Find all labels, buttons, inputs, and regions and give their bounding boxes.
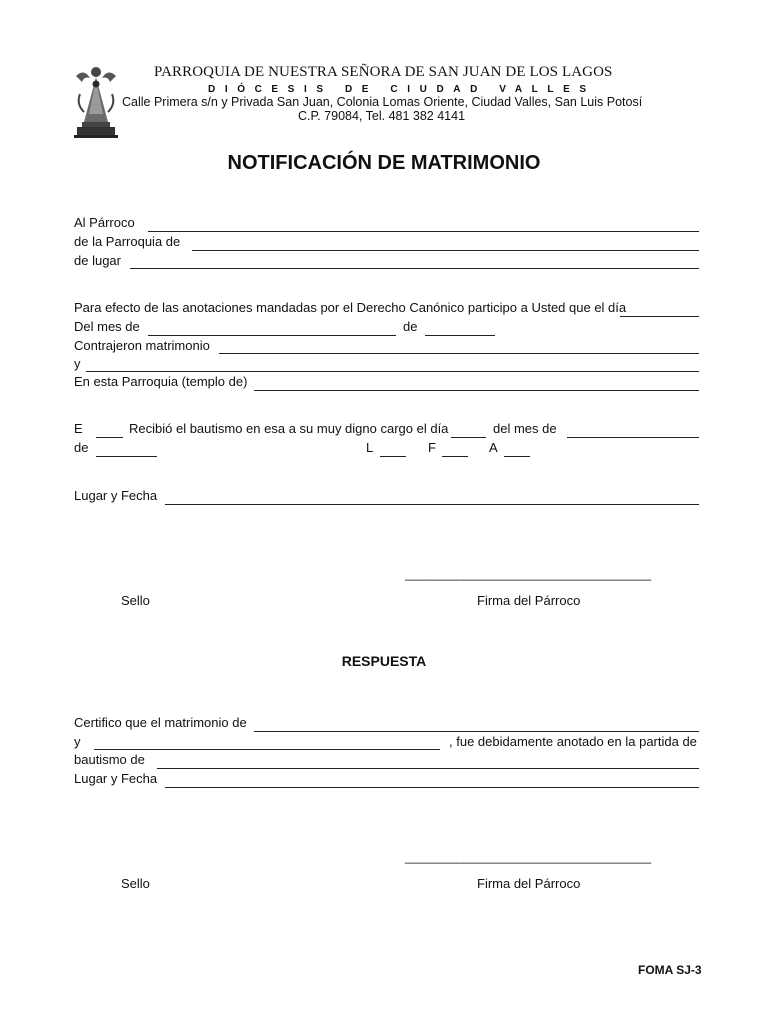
label-al-parroco: Al Párroco [74,215,135,230]
field-parroquia[interactable] [192,250,699,251]
field-lugar[interactable] [130,268,699,269]
label-firma-parroco: Firma del Párroco [477,593,581,608]
parish-name: PARROQUIA DE NUESTRA SEÑORA DE SAN JUAN DE LOS LAGOS [154,64,613,80]
form-code: FOMA SJ-3 [638,963,702,977]
label-l: L [366,440,374,455]
label-response-y: y [74,734,81,749]
field-year[interactable] [425,335,495,336]
field-a[interactable] [504,456,530,457]
label-de-lugar: de lugar [74,253,121,268]
field-bautismo-dia[interactable] [451,437,486,438]
label-para-efecto: Para efecto de las anotaciones mandadas por el Derecho Canónico participo a Usted que el día [74,300,627,315]
field-templo[interactable] [254,390,699,391]
label-lugar-fecha: Lugar y Fecha [74,488,158,503]
label-sello: Sello [121,593,150,608]
parish-postal-phone: C.P. 79084, Tel. 481 382 4141 [298,109,466,123]
field-dia[interactable] [620,316,699,317]
label-certifico: Certifico que el matrimonio de [74,715,247,730]
field-contrayente-2[interactable] [86,371,699,372]
field-f[interactable] [442,456,468,457]
label-contrajeron: Contrajeron matrimonio [74,338,210,353]
label-parroquia-de: de la Parroquia de [74,234,181,249]
label-de-year: de [403,319,418,334]
label-bautismo-de: de [74,440,89,455]
label-a: A [489,440,498,455]
field-parroco[interactable] [148,231,699,232]
field-l[interactable] [380,456,406,457]
label-recibio: Recibió el bautismo en esa a su muy digno cargo el día [129,421,449,436]
label-anotado: , fue debidamente anotado en la partida de [449,734,697,749]
field-bautismo-de[interactable] [157,768,699,769]
label-sello: Sello [121,876,150,891]
parish-emblem [70,64,122,138]
label-y: y [74,356,81,371]
field-bautismo-mes[interactable] [567,437,699,438]
field-mes[interactable] [148,335,396,336]
parish-address: Calle Primera s/n y Privada San Juan, Colonia Lomas Oriente, Ciudad Valles, San Luis Potosí [122,95,643,109]
field-response-lugar-fecha[interactable] [165,787,699,788]
response-title: RESPUESTA [341,653,427,669]
signature-line: ______________________________________ [405,567,652,581]
label-bautismo-de: bautismo de [74,752,145,767]
virgin-statue-emblem-icon [70,64,122,138]
label-del-mes: Del mes de [74,319,140,334]
label-response-lugar-fecha: Lugar y Fecha [74,771,158,786]
label-bautismo-del-mes: del mes de [493,421,557,436]
field-certifico-contrayente-1[interactable] [254,731,699,732]
field-e[interactable] [96,437,123,438]
document-title: NOTIFICACIÓN DE MATRIMONIO [227,152,541,174]
label-e: E [74,421,83,436]
field-contrayente-1[interactable] [219,353,699,354]
field-certifico-contrayente-2[interactable] [94,749,440,750]
label-f: F [428,440,436,455]
field-lugar-fecha[interactable] [165,504,699,505]
diocese-name: DIÓCESIS DE CIUDAD VALLES [208,84,596,95]
label-firma-parroco: Firma del Párroco [477,876,581,891]
label-templo: En esta Parroquia (templo de) [74,374,248,389]
signature-line: ______________________________________ [405,850,652,864]
field-bautismo-year[interactable] [96,456,157,457]
